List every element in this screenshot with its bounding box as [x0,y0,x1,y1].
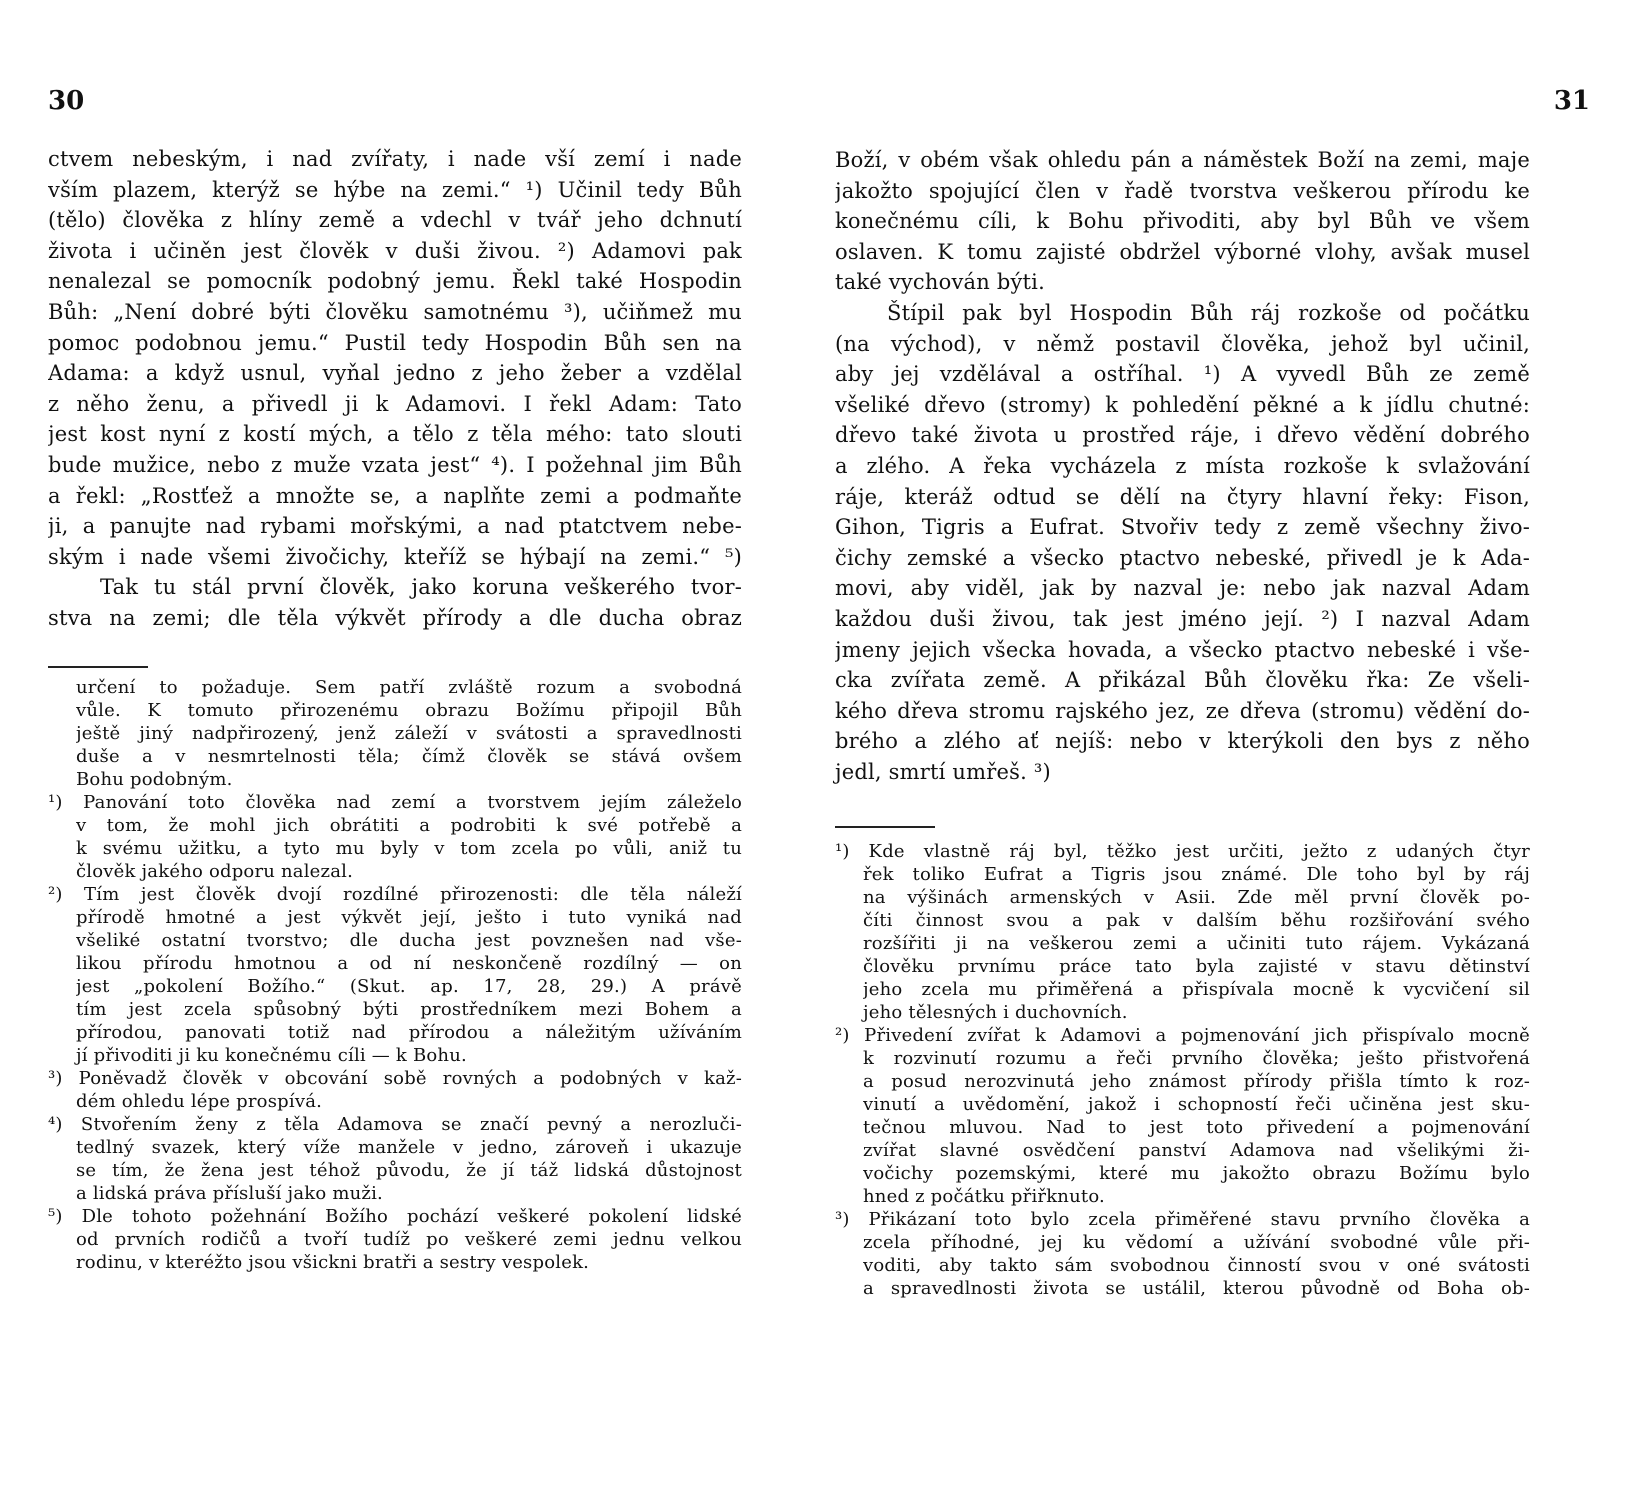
text-line: pomoc podobnou jemu.“ Pustil tedy Hospodin Bůh sen na [48,330,742,355]
footnote-line: určení to požaduje. Sem patří zvláště rozum a svobodná [76,677,742,698]
text-line: kého dřeva stromu rajského jez, ze dřeva (stromu) vědění do- [835,698,1530,723]
text-line: movi, aby viděl, jak by nazval je: nebo jak nazval Adam [835,576,1530,601]
footnote-line: člověku prvnímu práce tato byla zajisté v stavu dětinství [863,956,1530,977]
footnote-line: jest „pokolení Božího.“ (Skut. ap. 17, 28, 29.) A právě [76,976,742,997]
text-line: všeliké dřevo (stromy) k pohledění pěkné a k jídlu chutné: [835,392,1530,417]
footnote-rule [835,826,935,828]
footnote-line: jí přivoditi ji ku konečnému cíli — k Bohu. [76,1045,467,1066]
footnote-line: na výšinách armenských v Asii. Zde měl první člověk po- [863,887,1530,908]
footnote-line: voditi, aby takto sám svobodnou činností svou v oné svátosti [863,1255,1530,1276]
footnote-line: a posud nerozvinutá jeho známost přírody přišla tímto k roz- [863,1071,1530,1092]
footnote-line: tedlný svazek, který víže manžele v jedno, zároveň i ukazuje [76,1137,742,1158]
footnote-line: duše a v nesmrtelnosti těla; čímž člověk se stává ovšem [76,746,742,767]
text-line: z něho ženu, a přivedl ji k Adamovi. I řekl Adam: Tato [48,391,742,416]
footnote-line: ²) Přivedení zvířat k Adamovi a pojmenování jich přispívalo mocně [835,1025,1530,1046]
text-line: jest kost nyní z kostí mých, a tělo z těla mého: tato slouti [48,422,742,447]
footnote-rule [48,666,148,668]
text-line: cka zvířata země. A přikázal Bůh člověku řka: Ze všeli- [835,668,1530,693]
footnote-line: přírodě hmotné a jest výkvět její, ješto i tuto vyniká nad [76,907,742,928]
text-line: ráje, kteráž odtud se dělí na čtyry hlavní řeky: Fison, [835,484,1530,509]
footnote-line: jeho zcela mu přiměřená a přispívala mocně k vycvičení sil [863,979,1530,1000]
text-line: čichy zemské a všecko ptactvo nebeské, přivedl je k Ada- [835,545,1530,570]
footnote-line: ⁴) Stvořením ženy z těla Adamova se značí pevný a nerozluči- [48,1114,742,1135]
footnote-line: člověk jakého odporu nalezal. [76,861,354,882]
text-line: jmeny jejich všecka hovada, a všecko ptactvo nebeské i vše- [835,637,1530,662]
footnote-line: vinutí a uvědomění, jakož i schopností řeči učiněna jest sku- [863,1094,1530,1115]
text-line: Adama: a když usnul, vyňal jedno z jeho žeber a vzdělal [48,361,742,386]
footnote-line: ³) Poněvadž člověk v obcování sobě rovných a podobných v kaž- [48,1068,742,1089]
text-line: a řekl: „Rostťež a množte se, a naplňte zemi a podmaňte [48,483,742,508]
text-line: každou duši živou, tak jest jméno její. ²) I nazval Adam [835,607,1530,631]
page-number: 31 [1553,86,1590,116]
footnote-line: všeliké ostatní tvorstvo; dle ducha jest povznešen nad vše- [76,930,742,951]
text-line: konečnému cíli, k Bohu přivoditi, aby byl Bůh ve všem [835,209,1530,234]
footnote-line: se tím, že žena jest téhož původu, že jí táž lidská důstojnost [76,1160,742,1181]
text-line: také vychován býti. [835,270,1045,295]
text-line: vším plazem, kterýž se hýbe na zemi.“ ¹) Učinil tedy Bůh [48,177,742,202]
footnote-line: v tom, že mohl jich obrátiti a podrobiti k své potřebě a [76,815,742,836]
footnote-line: ⁵) Dle tohoto požehnání Božího pochází veškeré pokolení lidské [48,1206,742,1227]
footnote-line: zcela příhodné, jej ku vědomí a užívání svobodné vůle při- [863,1232,1530,1253]
text-line: ctvem nebeským, i nad zvířaty, i nade vší zemí i nade [48,147,742,171]
text-line: stva na zemi; dle těla výkvět přírody a dle ducha obraz [48,606,742,630]
text-line: ji, a panujte nad rybami mořskými, a nad ptatctvem nebe- [48,514,742,539]
text-line: jakožto spojující člen v řadě tvorstva veškerou přírodu ke [835,178,1530,203]
text-line: (na východ), v němž postavil člověka, jehož byl učinil, [835,331,1530,356]
text-line: Boží, v obém však ohledu pán a náměstek Boží na zemi, maje [835,148,1530,172]
footnote-line: ²) Tím jest člověk dvojí rozdílné přirozenosti: dle těla náleží [48,884,742,905]
text-line: Tak tu stál první člověk, jako koruna veškerého tvor- [100,575,742,600]
text-line: dřevo také života u prostřed ráje, i dřevo vědění dobrého [835,423,1530,448]
text-line: bude mužice, nebo z muže vzata jest“ ⁴). I požehnal jim Bůh [48,453,742,477]
footnote-line: od prvních rodičů a tvoří tudíž po veškeré zemi jednu velkou [76,1229,742,1250]
text-line: a zlého. A řeka vycházela z místa rozkoše k svlažování [835,454,1530,478]
footnote-line: řek toliko Eufrat a Tigris jsou známé. Dle toho byl by ráj [863,864,1530,885]
text-line: ským i nade všemi živočichy, kteříž se hýbají na zemi.“ ⁵) [48,544,742,569]
text-line: Bůh: „Není dobré býti člověku samotnému ³), učiňmež mu [48,300,742,324]
text-line: života i učiněn jest člověk v duši živou. ²) Adamovi pak [48,238,742,263]
footnote-line: jeho tělesných i duchovních. [863,1002,1128,1023]
footnote-line: a spravedlnosti života se ustálil, kterou původně od Boha ob- [863,1278,1530,1299]
text-line: nenalezal se pomocník podobný jemu. Řekl také Hospodin [48,269,742,294]
footnote-line: likou přírodu hmotnou a od ní neskončeně rozdílný — on [76,953,742,974]
footnote-line: rozšířiti ji na veškerou zemi a učiniti tuto rájem. Vykázaná [863,933,1530,954]
footnote-line: tím jest zcela spůsobný býti prostředníkem mezi Bohem a [76,999,742,1020]
footnote-line: přírodou, panovati totiž nad přírodou a náležitým užíváním [76,1022,742,1043]
footnote-line: vůle. K tomuto přirozenému obrazu Božímu připojil Bůh [76,700,742,721]
footnote-line: ³) Přikázaní toto bylo zcela přiměřené stavu prvního člověka a [835,1209,1530,1230]
text-line: oslaven. K tomu zajisté obdržel výborné vlohy, avšak musel [835,239,1530,264]
text-line: jedl, smrtí umřeš. ³) [835,760,1051,784]
footnote-line: Bohu podobným. [76,769,233,790]
footnote-line: ¹) Panování toto člověka nad zemí a tvorstvem jejím záleželo [48,792,742,813]
footnote-line: dém ohledu lépe prospívá. [76,1091,323,1112]
footnote-line: hned z počátku přiřknuto. [863,1186,1105,1207]
text-line: aby jej vzdělával a ostříhal. ¹) A vyvedl Bůh ze země [835,362,1530,387]
footnote-line: ještě jiný nadpřirozený, jenž záleží v svátosti a spravedlnosti [76,723,742,744]
text-line: Gihon, Tigris a Eufrat. Stvořiv tedy z země všechny živo- [835,515,1530,540]
footnote-line: k rozvinutí rozumu a řeči prvního člověka; ješto přistvořená [863,1048,1530,1069]
right-page [815,0,1630,1500]
footnote-line: a lidská práva přísluší jako muži. [76,1183,383,1204]
footnote-line: k svému užitku, a tyto mu byly v tom zcela po vůli, aniž tu [76,838,742,859]
text-line: Štípil pak byl Hospodin Bůh ráj rozkoše od počátku [887,301,1530,325]
footnote-line: rodinu, v kteréžto jsou všickni bratři a sestry vespolek. [76,1252,590,1273]
text-line: (tělo) člověka z hlíny země a vdechl v tvář jeho dchnutí [48,208,742,233]
footnote-line: číti činnost svou a pak v dalším běhu rozšiřování svého [863,910,1530,931]
footnote-line: vočichy pozemskými, které mu jakožto obrazu Božímu bylo [863,1163,1530,1184]
text-line: brého a zlého ať nejíš: nebo v kterýkoli den bys z něho [835,729,1530,754]
page-number: 30 [48,86,85,116]
footnote-line: zvířat slavné osvědčení panství Adamova nad všelikými ži- [863,1140,1530,1161]
footnote-line: tečnou mluvou. Nad to jest toto přivedení a pojmenování [863,1117,1530,1138]
footnote-line: ¹) Kde vlastně ráj byl, těžko jest určiti, ježto z udaných čtyr [835,841,1530,862]
